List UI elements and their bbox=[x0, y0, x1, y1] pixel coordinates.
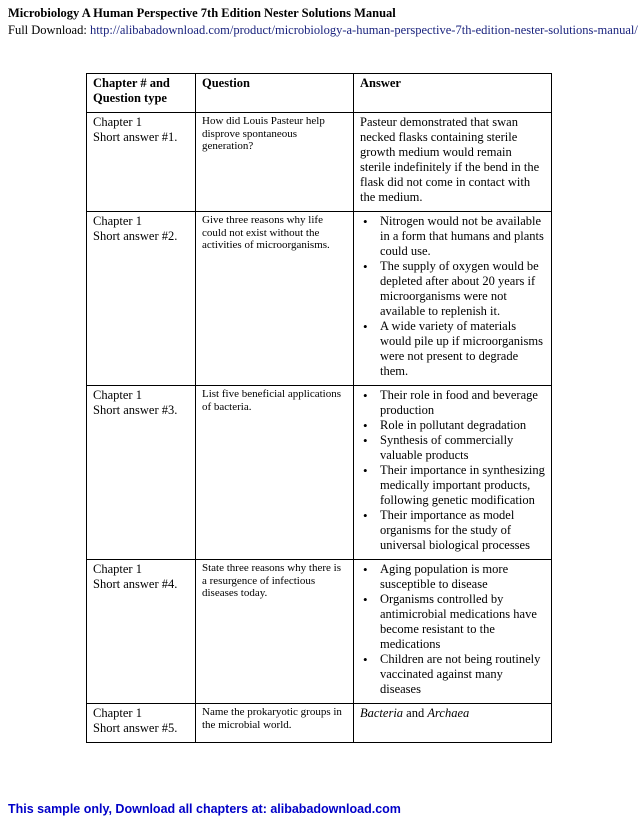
answer-cell bbox=[354, 212, 552, 386]
column-header-answer: Answer bbox=[354, 74, 552, 113]
list-item: • Their importance in synthesizing medically important products, following genetic modification bbox=[360, 463, 545, 508]
answer-cell bbox=[354, 386, 552, 560]
question-type: Short answer #3. bbox=[93, 403, 178, 417]
question-text: How did Louis Pasteur help disprove spontaneous generation? bbox=[202, 115, 325, 152]
question-type: Short answer #1. bbox=[93, 130, 178, 144]
answer-cell bbox=[354, 560, 552, 704]
question-type: Short answer #4. bbox=[93, 577, 178, 591]
answer-conjunction: and bbox=[403, 706, 428, 720]
column-header-chapter: Chapter # and Question type bbox=[87, 74, 196, 113]
chapter-label: Chapter 1 bbox=[93, 388, 142, 402]
table-row bbox=[87, 704, 552, 743]
question-cell bbox=[196, 704, 354, 743]
answer-cell bbox=[354, 113, 552, 212]
full-download-link[interactable]: http://alibabadownload.com/product/microbiology-a-human-perspective-7th-edition-nester-solutions-manual/ bbox=[89, 23, 638, 37]
chapter-label: Chapter 1 bbox=[93, 706, 142, 720]
answer-list bbox=[360, 562, 545, 697]
question-text: List five beneficial applications of bacteria. bbox=[202, 388, 341, 413]
list-item: • Aging population is more susceptible to disease bbox=[360, 562, 545, 592]
question-text: Give three reasons why life could not exist without the activities of microorganisms. bbox=[202, 214, 330, 251]
footer-download-notice[interactable]: This sample only, Download all chapters at: alibabadownload.com bbox=[8, 802, 401, 816]
question-type: Short answer #2. bbox=[93, 229, 178, 243]
answer-cell bbox=[354, 704, 552, 743]
answer-list bbox=[360, 388, 545, 553]
chapter-label: Chapter 1 bbox=[93, 115, 142, 129]
chapter-cell bbox=[87, 560, 196, 704]
document-title: Microbiology A Human Perspective 7th Edition Nester Solutions Manual bbox=[8, 6, 396, 20]
list-item: • Their role in food and beverage production bbox=[360, 388, 545, 418]
list-item: • Organisms controlled by antimicrobial medications have become resistant to the medications bbox=[360, 592, 545, 652]
full-download-line bbox=[8, 23, 638, 38]
chapter-cell bbox=[87, 386, 196, 560]
chapter-cell bbox=[87, 704, 196, 743]
list-item: • Role in pollutant degradation bbox=[360, 418, 545, 433]
table-row bbox=[87, 212, 552, 386]
list-item: • The supply of oxygen would be depleted after about 20 years if microorganisms were not available to replenish it. bbox=[360, 259, 545, 319]
list-item: • Their importance as model organisms for the study of universal biological processes bbox=[360, 508, 545, 553]
question-cell bbox=[196, 113, 354, 212]
question-text: Name the prokaryotic groups in the microbial world. bbox=[202, 706, 342, 731]
table-header-row bbox=[87, 74, 552, 113]
table-row bbox=[87, 560, 552, 704]
list-item: • Synthesis of commercially valuable products bbox=[360, 433, 545, 463]
full-download-label: Full Download: bbox=[8, 23, 90, 37]
answer-term-archaea: Archaea bbox=[427, 706, 470, 720]
question-cell bbox=[196, 212, 354, 386]
chapter-cell bbox=[87, 212, 196, 386]
chapter-cell bbox=[87, 113, 196, 212]
list-item: • Nitrogen would not be available in a form that humans and plants could use. bbox=[360, 214, 545, 259]
chapter-label: Chapter 1 bbox=[93, 214, 142, 228]
answer-text bbox=[360, 706, 545, 721]
answer-text: Pasteur demonstrated that swan necked flasks containing sterile growth medium would remain sterile indefinitely if the bend in the flask did not come in contact with the medium. bbox=[360, 115, 540, 204]
answer-list bbox=[360, 214, 545, 379]
chapter-label: Chapter 1 bbox=[93, 562, 142, 576]
solutions-table bbox=[86, 73, 552, 743]
question-type: Short answer #5. bbox=[93, 721, 178, 735]
list-item: • A wide variety of materials would pile up if microorganisms were not present to degrade them. bbox=[360, 319, 545, 379]
table-row bbox=[87, 113, 552, 212]
table-row bbox=[87, 386, 552, 560]
list-item: • Children are not being routinely vaccinated against many diseases bbox=[360, 652, 545, 697]
answer-term-bacteria: Bacteria bbox=[360, 706, 404, 720]
question-cell bbox=[196, 560, 354, 704]
question-text: State three reasons why there is a resurgence of infectious diseases today. bbox=[202, 562, 341, 599]
question-cell bbox=[196, 386, 354, 560]
column-header-question: Question bbox=[196, 74, 354, 113]
